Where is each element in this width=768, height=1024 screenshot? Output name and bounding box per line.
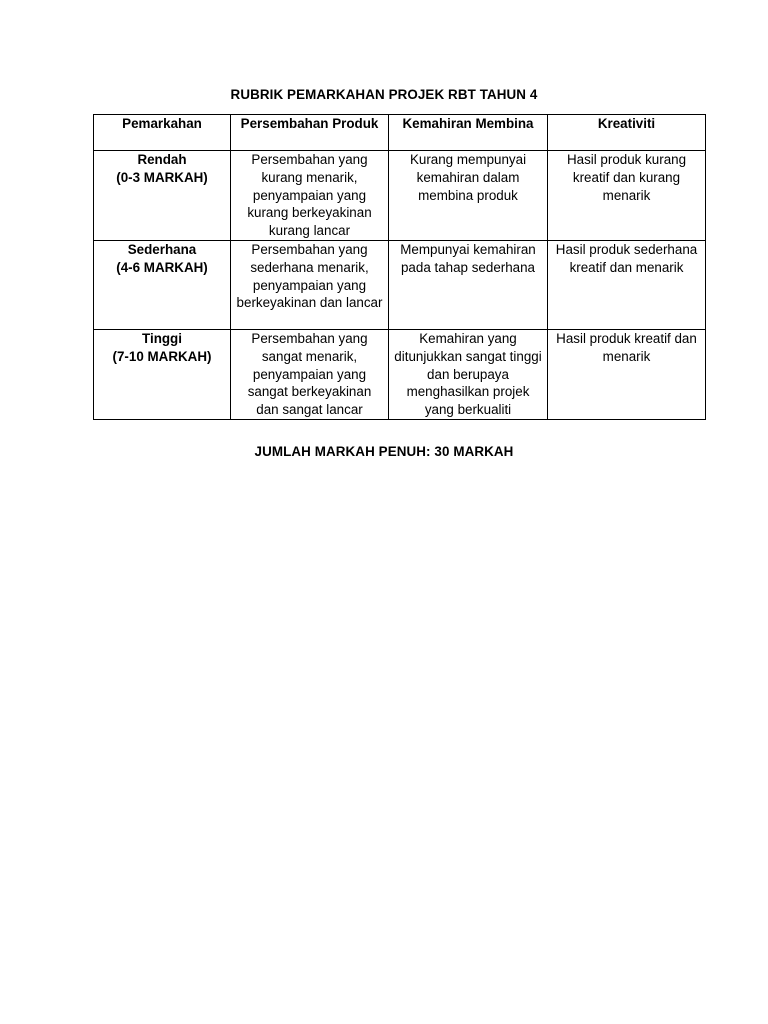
kemahiran-cell: Kemahiran yang ditunjukkan sangat tinggi dan berupaya menghasilkan projek yang berkualiti xyxy=(389,329,548,419)
document-title: RUBRIK PEMARKAHAN PROJEK RBT TAHUN 4 xyxy=(230,87,538,102)
kemahiran-cell: Kurang mempunyai kemahiran dalam membina produk xyxy=(389,151,548,241)
level-cell xyxy=(94,151,231,241)
level-cell xyxy=(94,329,231,419)
persembahan-cell: Persembahan yang sangat menarik, penyampaian yang sangat berkeyakinan dan sangat lancar xyxy=(231,329,389,419)
persembahan-cell: Persembahan yang kurang menarik, penyampaian yang kurang berkeyakinan kurang lancar xyxy=(231,151,389,241)
table-row-rendah xyxy=(94,151,706,241)
table-row-sederhana xyxy=(94,240,706,329)
kreativiti-cell: Hasil produk kurang kreatif dan kurang menarik xyxy=(548,151,706,241)
level-range: (4-6 MARKAH) xyxy=(116,259,208,275)
kemahiran-cell: Mempunyai kemahiran pada tahap sederhana xyxy=(389,240,548,329)
level-name: Sederhana xyxy=(127,241,197,257)
header-persembahan-produk: Persembahan Produk xyxy=(231,115,389,151)
level-cell xyxy=(94,240,231,329)
kreativiti-cell: Hasil produk sederhana kreatif dan menarik xyxy=(548,240,706,329)
level-name: Tinggi xyxy=(142,330,182,346)
level-name: Rendah xyxy=(137,152,187,167)
persembahan-cell: Persembahan yang sederhana menarik, penyampaian yang berkeyakinan dan lancar xyxy=(231,240,389,329)
table-row-tinggi xyxy=(94,329,706,419)
rubric-table xyxy=(93,114,706,420)
kreativiti-cell: Hasil produk kreatif dan menarik xyxy=(548,329,706,419)
table-header-row xyxy=(94,115,706,151)
total-marks-line: JUMLAH MARKAH PENUH: 30 MARKAH xyxy=(254,444,514,459)
header-pemarkahan: Pemarkahan xyxy=(94,115,231,151)
header-kreativiti: Kreativiti xyxy=(548,115,706,151)
level-range: (7-10 MARKAH) xyxy=(112,348,212,364)
level-range: (0-3 MARKAH) xyxy=(116,169,208,185)
header-kemahiran-membina: Kemahiran Membina xyxy=(389,115,548,151)
